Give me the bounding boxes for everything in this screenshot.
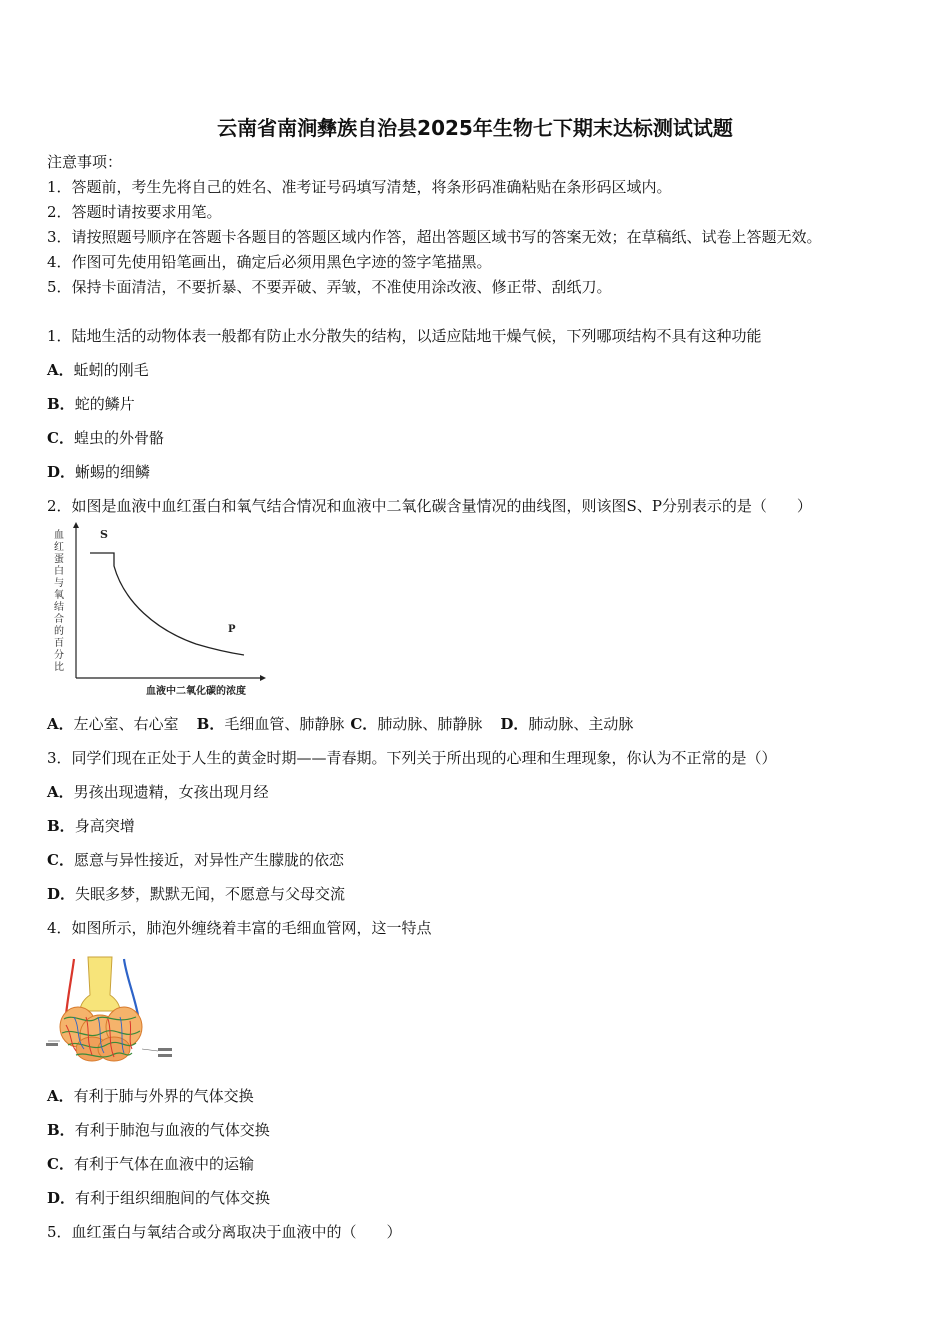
page-title: 云南省南涧彝族自治县2025年生物七下期末达标测试试题 [217, 116, 733, 140]
tiny-label-right-2 [158, 1054, 172, 1057]
q2-options-row [47, 714, 633, 734]
notice-item-2: 2．答题时请按要求用笔。 [47, 203, 222, 221]
blue-vessel [124, 959, 138, 1015]
q2-stem: 2．如图是血液中血红蛋白和氧气结合情况和血液中二氧化碳含量情况的曲线图，则该图S、P分别表示的是（ ） [47, 497, 812, 515]
graph-ylabel-char: 比 [54, 662, 64, 673]
notice-item-5: 5．保持卡面清洁，不要折暴、不要弄破、弄皱，不准使用涂改液、修正带、刮纸刀。 [47, 278, 612, 296]
q2-option-a[interactable]: A．左心室、右心室 [47, 715, 179, 733]
graph-ylabel-char: 红 [54, 542, 64, 553]
graph-ylabel-char: 的 [54, 626, 64, 637]
q3-option-b[interactable]: B．身高突增 [47, 817, 135, 835]
graph-p-label: P [228, 624, 236, 635]
tiny-label-left [46, 1043, 58, 1046]
graph-ylabel-char: 合 [54, 614, 64, 625]
q3-option-a[interactable]: A．男孩出现遗精，女孩出现月经 [47, 783, 269, 801]
q5-stem: 5．血红蛋白与氧结合或分离取决于血液中的（ ） [47, 1223, 402, 1241]
q4-option-d[interactable]: D．有利于组织细胞间的气体交换 [47, 1189, 271, 1207]
label-line-right [142, 1049, 158, 1051]
q2-oxygen-co2-graph [46, 522, 276, 702]
notice-item-4: 4．作图可先使用铅笔画出，确定后必须用黑色字迹的签字笔描黑。 [47, 253, 492, 271]
graph-ylabel-char: 与 [54, 578, 64, 589]
graph-ylabel-char: 结 [54, 602, 64, 613]
q4-option-a[interactable]: A．有利于肺与外界的气体交换 [47, 1087, 254, 1105]
graph-ylabel-char: 氧 [54, 590, 64, 601]
red-vessel [66, 959, 74, 1015]
q3-option-d[interactable]: D．失眠多梦，默默无闻，不愿意与父母交流 [47, 885, 346, 903]
graph-curve [90, 553, 244, 655]
bronchiole [80, 957, 120, 1011]
graph-ylabel-char: 血 [54, 530, 64, 541]
graph-ylabel-char: 白 [54, 566, 64, 577]
q2-option-b[interactable]: B．毛细血管、肺静脉 [196, 715, 345, 733]
graph-s-label: S [100, 528, 108, 541]
q1-option-d[interactable]: D．蜥蜴的细鳞 [47, 463, 151, 481]
y-axis-arrow [73, 522, 79, 528]
q2-option-c[interactable]: C．肺动脉、肺静脉 [350, 715, 483, 733]
q4-stem: 4．如图所示，肺泡外缠绕着丰富的毛细血管网，这一特点 [47, 919, 432, 937]
q1-stem: 1．陆地生活的动物体表一般都有防止水分散失的结构，以适应陆地干燥气候，下列哪项结构不具有这种功能 [47, 327, 762, 345]
graph-xlabel: 血液中二氧化碳的浓度 [146, 686, 246, 697]
notice-item-3: 3．请按照题号顺序在答题卡各题目的答题区域内作答，超出答题区域书写的答案无效；在草稿纸、试卷上答题无效。 [47, 228, 822, 246]
graph-ylabel-char: 分 [54, 650, 64, 661]
notice-item-1: 1．答题前，考生先将自己的姓名、准考证号码填写清楚，将条形码准确粘贴在条形码区域内。 [47, 178, 672, 196]
q3-stem: 3．同学们现在正处于人生的黄金时期——青春期。下列关于所出现的心理和生理现象，你认为不正常的是（） [47, 749, 777, 767]
q1-option-b[interactable]: B．蛇的鳞片 [47, 395, 135, 413]
q2-option-d[interactable]: D．肺动脉、主动脉 [500, 715, 634, 733]
x-axis-arrow [260, 675, 266, 681]
q1-option-a[interactable]: A．蚯蚓的刚毛 [47, 361, 149, 379]
graph-ylabel-char: 蛋 [54, 554, 64, 565]
q3-option-c[interactable]: C．愿意与异性接近，对异性产生朦胧的依恋 [47, 851, 344, 869]
graph-ylabel [54, 529, 64, 673]
q1-option-c[interactable]: C．蝗虫的外骨骼 [47, 429, 164, 447]
q4-option-b[interactable]: B．有利于肺泡与血液的气体交换 [47, 1121, 270, 1139]
q4-option-c[interactable]: C．有利于气体在血液中的运输 [47, 1155, 254, 1173]
q4-alveoli-illustration [46, 955, 176, 1065]
notice-heading: 注意事项： [47, 153, 123, 171]
graph-ylabel-char: 百 [54, 638, 64, 649]
tiny-label-right [158, 1048, 172, 1051]
